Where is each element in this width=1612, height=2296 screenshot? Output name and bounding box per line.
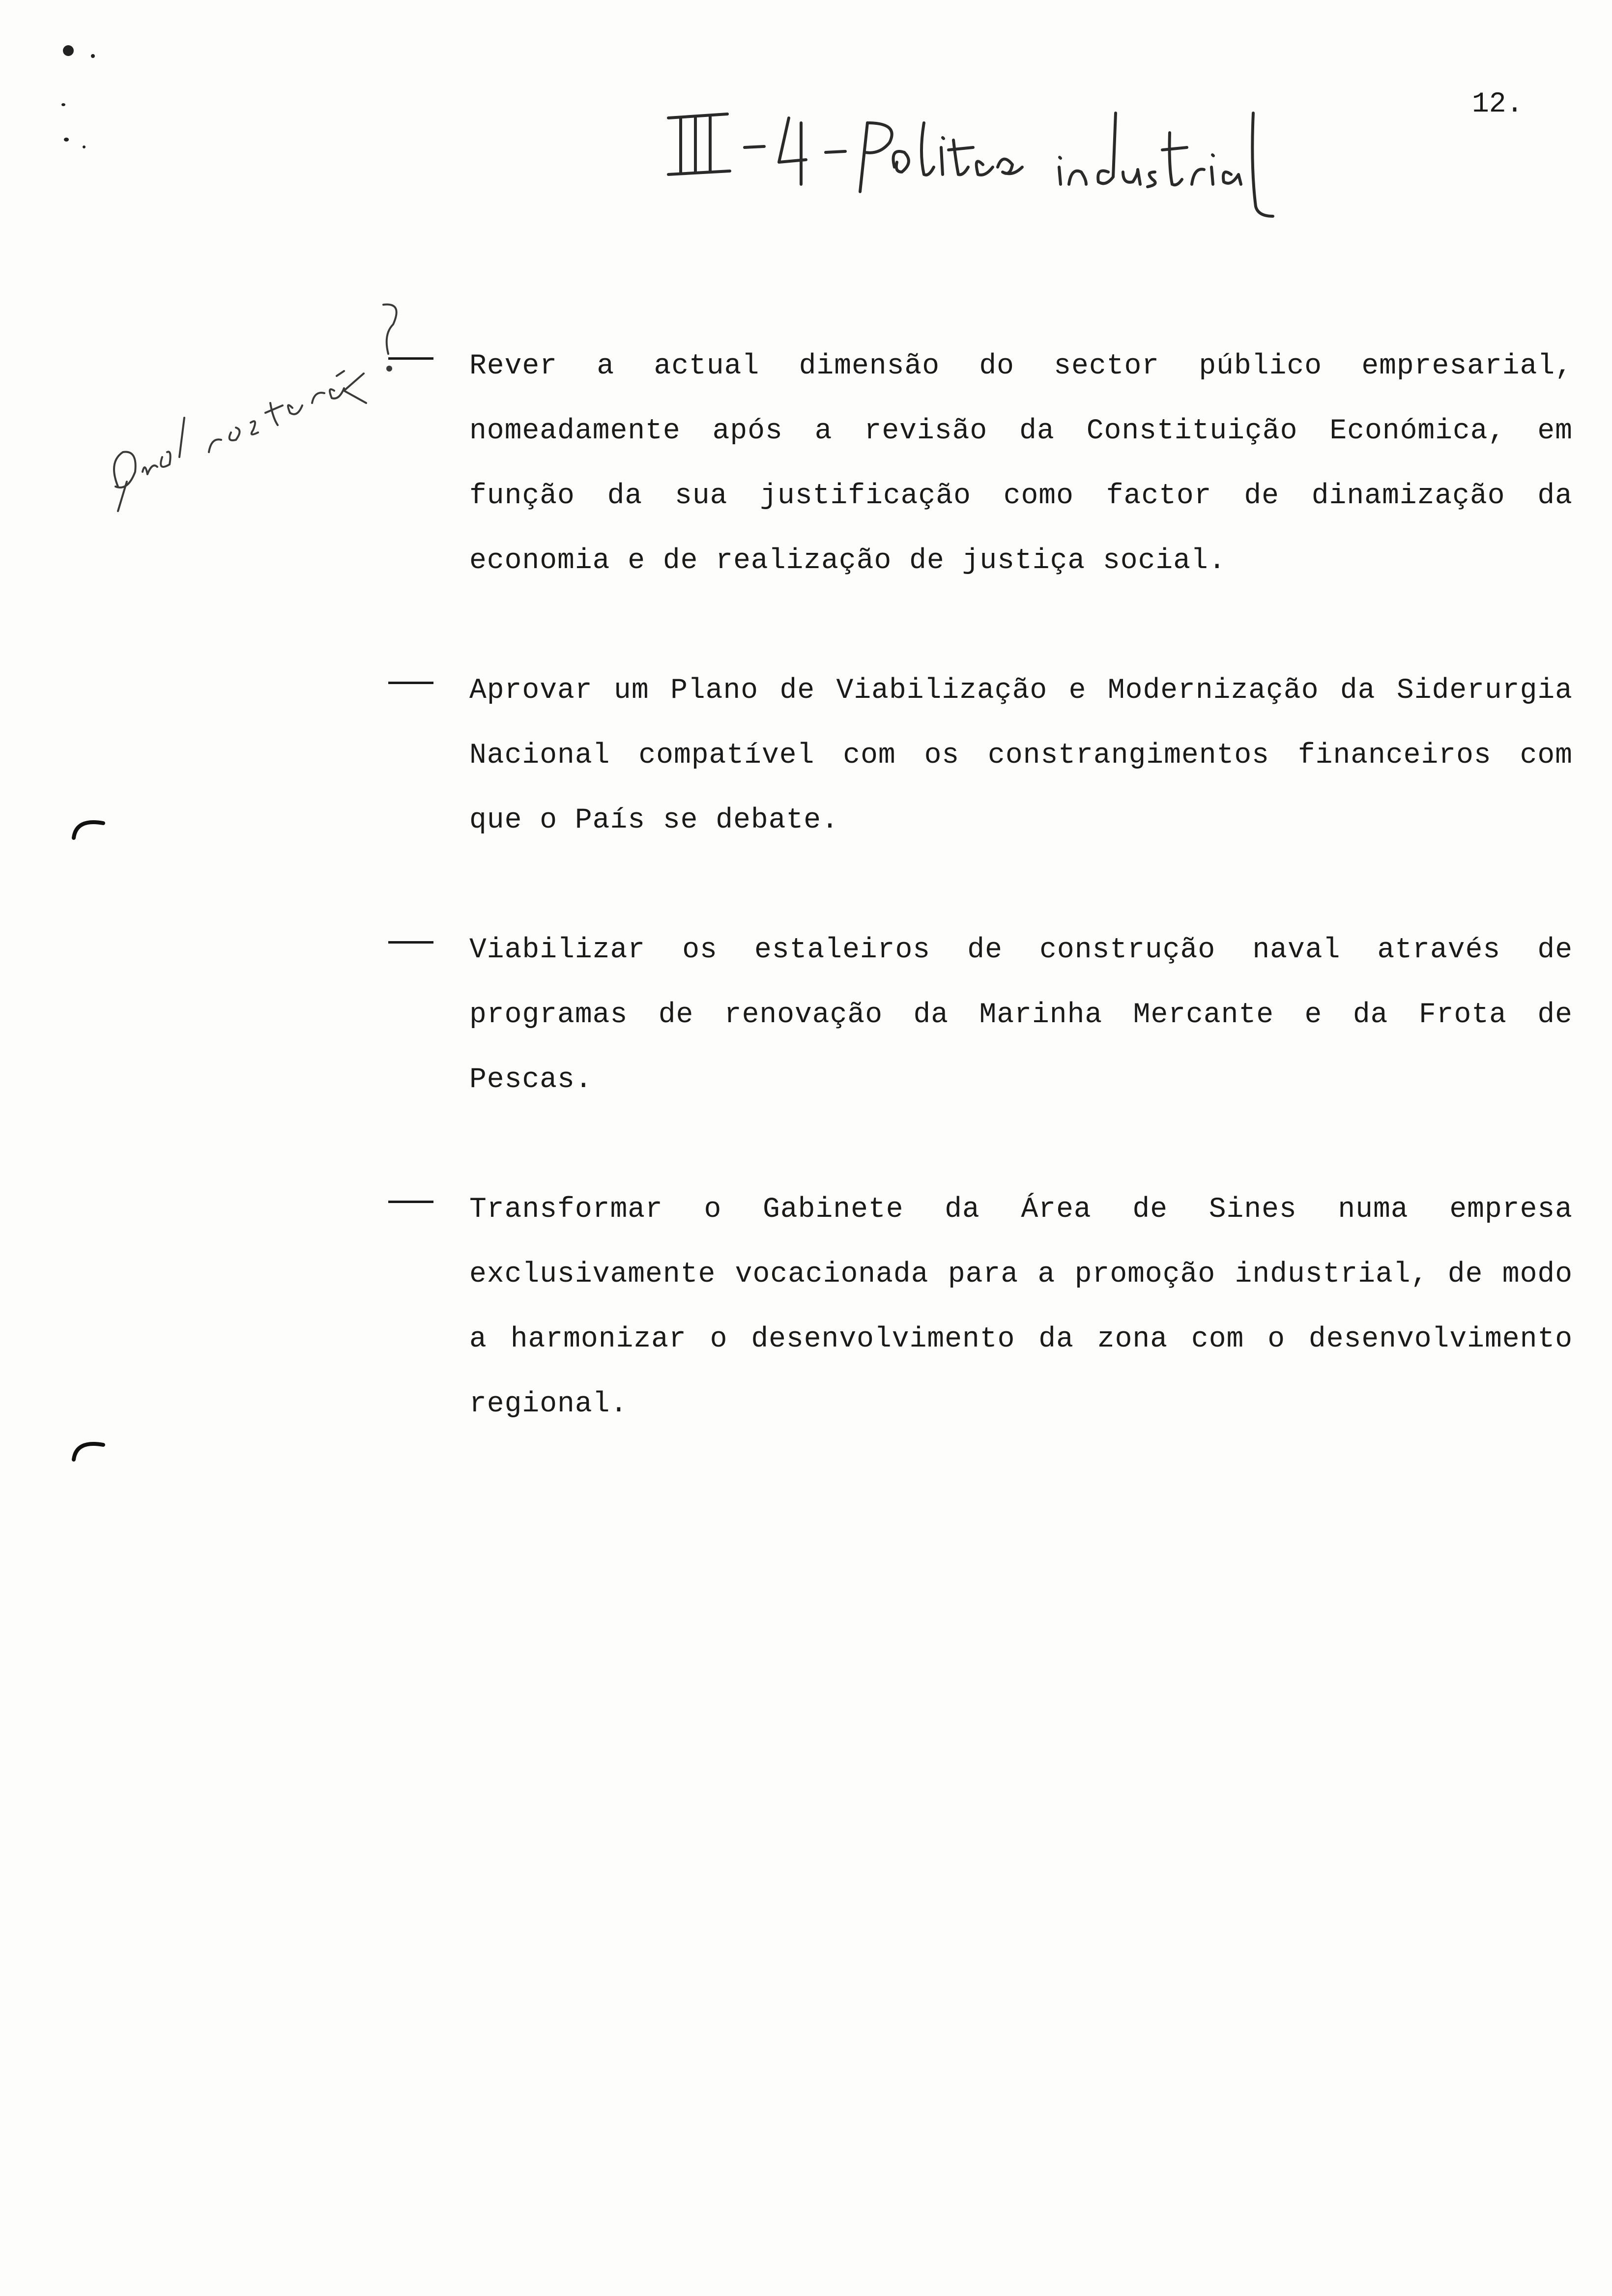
em-dash-marker — [388, 941, 433, 944]
list-item — [383, 334, 1573, 594]
em-dash-marker — [388, 1201, 433, 1203]
list-item-text: Viabilizar os estaleiros de construção naval através de programas de renovação da Marinha Mercante e da Frota de Pescas. — [469, 934, 1573, 1096]
em-dash-marker — [388, 357, 433, 360]
list-item-text: Aprovar um Plano de Viabilização e Modernização da Siderurgia Nacional compatível com os constrangimentos financeiros com que o País se debate. — [469, 675, 1573, 836]
list-item — [383, 1177, 1573, 1437]
page-number: 12. — [1472, 88, 1524, 120]
scan-dot — [64, 138, 69, 142]
binder-arc-mark — [71, 1437, 106, 1462]
list-item — [383, 659, 1573, 853]
bullet-list — [383, 334, 1573, 1502]
list-item — [383, 918, 1573, 1113]
scan-dot — [91, 54, 95, 58]
scan-dot — [61, 103, 65, 106]
scan-dot — [63, 45, 74, 56]
scan-dot — [83, 145, 86, 148]
handwritten-title — [659, 93, 1307, 241]
list-item-text: Rever a actual dimensão do sector público empresarial, nomeadamente após a revisão da Constituição Económica, em função da sua justificação como factor de dinamização da economia e de realização de justiça social. — [469, 350, 1573, 577]
em-dash-marker — [388, 682, 433, 684]
list-item-text: Transformar o Gabinete da Área de Sines numa empresa exclusivamente vocacionada para a promoção industrial, de modo a harmonizar o desenvolvimento da zona com o desenvolvimento regional. — [469, 1194, 1573, 1420]
binder-arc-mark — [71, 816, 106, 840]
handwritten-margin-note — [88, 256, 432, 531]
